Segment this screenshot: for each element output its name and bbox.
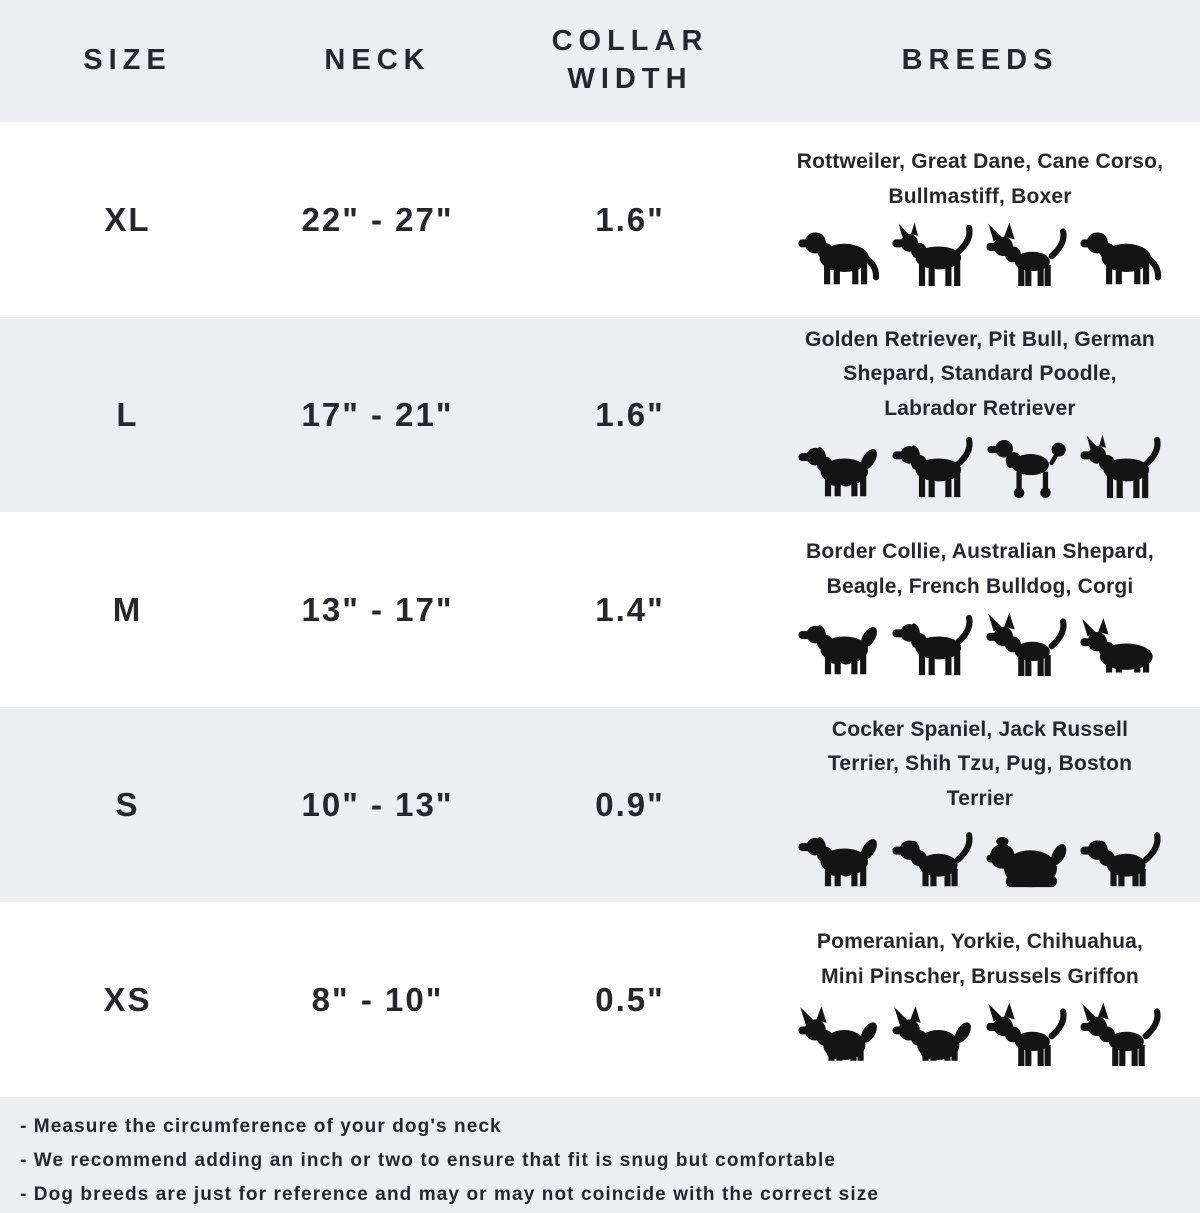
- column-header-collar-width: COLLAR WIDTH: [551, 25, 709, 95]
- pug-icon: [1077, 824, 1165, 894]
- collar-width-value: 1.6": [595, 200, 665, 238]
- collar-width-value: 0.5": [595, 980, 665, 1018]
- footer-notes: [0, 1097, 1200, 1213]
- german-shepard-icon: [1077, 434, 1165, 504]
- bullmastiff-icon: [1077, 222, 1165, 292]
- collar-width-value: 1.4": [595, 590, 665, 628]
- dog-silhouettes: [795, 434, 1165, 504]
- jack-russell-terrier-icon: [889, 824, 977, 894]
- breeds-cell: [760, 707, 1200, 902]
- breeds-list: Pomeranian, Yorkie, Chihuahua, Mini Pinscher, Brussels Griffon: [816, 930, 1144, 988]
- pomeranian-icon: [795, 1002, 883, 1072]
- note-reference: - Dog breeds are just for reference and may or may not coincide with the correct size: [20, 1184, 879, 1206]
- table-row-xl: [0, 122, 1200, 317]
- breeds-list: Cocker Spaniel, Jack Russell Terrier, Shih Tzu, Pug, Boston Terrier: [827, 718, 1133, 810]
- australian-shepard-icon: [795, 612, 883, 682]
- dog-silhouettes: [795, 612, 1165, 682]
- breeds-cell: [760, 122, 1200, 317]
- labrador-retriever-icon: [889, 434, 977, 504]
- chihuahua-icon: [983, 1002, 1071, 1072]
- table-row-s: [0, 707, 1200, 902]
- standard-poodle-icon: [983, 434, 1071, 504]
- size-value: XS: [103, 980, 152, 1018]
- column-header-size: SIZE: [83, 44, 172, 77]
- collar-width-value: 0.9": [595, 785, 665, 823]
- collar-width-value: 1.6": [595, 395, 665, 433]
- rottweiler-icon: [795, 222, 883, 292]
- dog-silhouettes: [795, 222, 1165, 292]
- breeds-cell: [760, 902, 1200, 1097]
- size-value: M: [112, 590, 143, 628]
- breeds-cell: [760, 512, 1200, 707]
- neck-value: 13" - 17": [301, 590, 454, 628]
- beagle-icon: [889, 612, 977, 682]
- great-dane-icon: [889, 222, 977, 292]
- size-value: XL: [104, 200, 151, 238]
- table-row-l: [0, 317, 1200, 512]
- dog-silhouettes: [795, 824, 1165, 894]
- table-row-m: [0, 512, 1200, 707]
- breeds-list: Golden Retriever, Pit Bull, German Shepard, Standard Poodle, Labrador Retriever: [805, 328, 1155, 420]
- corgi-icon: [1077, 612, 1165, 682]
- size-value: L: [116, 395, 139, 433]
- table-header-row: [0, 0, 1200, 122]
- neck-value: 22" - 27": [301, 200, 454, 238]
- size-value: S: [115, 785, 140, 823]
- neck-value: 10" - 13": [301, 785, 454, 823]
- dog-silhouettes: [795, 1002, 1165, 1072]
- french-bulldog-icon: [983, 612, 1071, 682]
- cane-corso-icon: [983, 222, 1071, 292]
- golden-retriever-icon: [795, 434, 883, 504]
- note-measure: - Measure the circumference of your dog's neck: [20, 1116, 502, 1137]
- neck-value: 17" - 21": [301, 395, 454, 433]
- column-header-breeds: BREEDS: [901, 44, 1059, 77]
- breeds-list: Rottweiler, Great Dane, Cane Corso, Bullmastiff, Boxer: [796, 150, 1164, 208]
- note-recommend: - We recommend adding an inch or two to ensure that fit is snug but comfortable: [20, 1150, 836, 1172]
- column-header-neck: NECK: [324, 44, 431, 77]
- yorkie-icon: [889, 1002, 977, 1072]
- cocker-spaniel-icon: [795, 824, 883, 894]
- breeds-list: Border Collie, Australian Shepard, Beagle, French Bulldog, Corgi: [806, 540, 1154, 598]
- mini-pinscher-icon: [1077, 1002, 1165, 1072]
- shih-tzu-icon: [983, 824, 1071, 894]
- neck-value: 8" - 10": [311, 980, 444, 1018]
- table-row-xs: [0, 902, 1200, 1097]
- breeds-cell: [760, 317, 1200, 512]
